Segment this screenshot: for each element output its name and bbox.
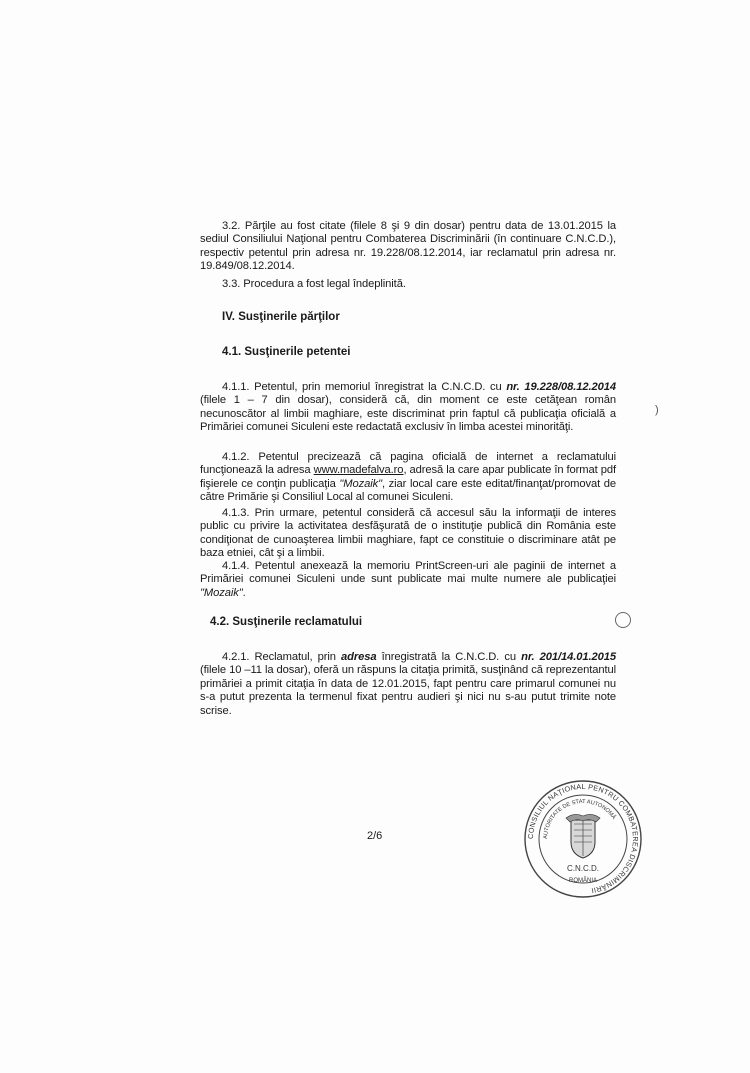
p421-part-c: înregistrată la C.N.C.D. cu — [376, 651, 522, 663]
heading-section-4-1: 4.1. Susţinerile petentei — [222, 346, 351, 358]
stamp-inner-text: AUTORITATE DE STAT AUTONOMĂ — [542, 798, 617, 840]
paragraph-4-1-3 — [200, 507, 616, 561]
website-link[interactable]: www.madefalva.ro — [313, 464, 404, 477]
paragraph-4-1-2 — [200, 451, 616, 505]
stamp-abbreviation: C.N.C.D. — [567, 864, 599, 873]
paragraph-3-3 — [222, 278, 638, 291]
paragraph-4-1-3-text: 4.1.3. Prin urmare, petentul consideră că accesul său la informaţii de interes public cu privire la activitatea desfăşurată de o instituţie publică din România este condiţionat de cunoaşterea limbii maghiare, fapt ce constituie o discriminare atât pe baza etniei, cât şi a limbii. — [200, 507, 616, 560]
paragraph-3-2 — [200, 220, 616, 274]
p414-part-c: . — [242, 586, 246, 599]
heading-section-4-2: 4.2. Susţinerile reclamatului — [210, 616, 363, 628]
paragraph-3-2-text: 3.2. Părţile au fost citate (filele 8 şi 9 din dosar) pentru data de 13.01.2015 la sediul Consiliului Naţional pentru Combaterea Discriminării (în continuare C.N.C.D.), respectiv petentul prin adresa nr. 19.228/08.12.2014, iar reclamatul prin adresa nr. 19.849/08.12.2014. — [200, 220, 616, 273]
p412-part-b: , adresă la care apar publicate în format pdf fişierele ce conţin publicaţia — [200, 464, 616, 490]
paragraph-4-1-1 — [200, 381, 616, 435]
margin-mark: ) — [655, 404, 659, 416]
romanian-coat-of-arms-seal-icon — [522, 778, 644, 900]
paragraph-4-2-1 — [200, 651, 616, 718]
p411-part-c: (filele 1 – 7 din dosar), consideră că, din moment ce este cetăţean român necunoscător al limbii maghiare, este discriminat prin faptul că publicaţia oficială a Primăriei comunei Siculeni este redactată exclusiv în limba acestei minorităţi. — [200, 394, 616, 434]
cncd-official-stamp — [522, 778, 644, 900]
paragraph-3-3-text: 3.3. Procedura a fost legal îndeplinită. — [222, 278, 406, 290]
page-number: 2/6 — [367, 830, 383, 842]
stamp-country: ROMÂNIA — [568, 878, 598, 884]
p411-part-a: 4.1.1. Petentul, prin memoriul înregistrat la C.N.C.D. cu — [222, 381, 507, 393]
heading-section-iv: IV. Susţinerile părţilor — [222, 311, 340, 323]
p412-part-d: , ziar local care este editat/finanţat/promovat de către Primărie şi Consiliul Local al comunei Siculeni. — [200, 477, 616, 504]
margin-circle-mark — [615, 612, 631, 628]
p421-adresa: adresa — [341, 651, 377, 663]
p421-part-a: 4.2.1. Reclamatul, prin — [222, 651, 342, 663]
p411-doc-number: nr. 19.228/08.12.2014 — [506, 381, 616, 393]
paragraph-4-1-4 — [200, 560, 616, 600]
p414-part-a: 4.1.4. Petentul anexează la memoriu PrintScreen-uri ale paginii de internet a Primăriei comunei Siculeni unde sunt publicate mai multe numere ale publicaţiei — [200, 560, 616, 586]
p414-publication-name: "Mozaik" — [200, 586, 243, 599]
stamp-outer-text: CONSILIUL NAŢIONAL PENTRU COMBATEREA DISCRIMINĂRII — [525, 781, 641, 896]
p412-part-a: 4.1.2. Petentul precizează că pagina oficială de internet a reclamatului funcţionează la adresa — [200, 451, 616, 477]
p421-doc-number: nr. 201/14.01.2015 — [521, 651, 616, 663]
p421-part-e: (filele 10 –11 la dosar), oferă un răspuns la citaţia primită, susţinând că reprezentantul primăriei a primit citaţia în data de 12.01.2015, fapt pentru care primarul comunei nu s-a putut prezenta la termenul fixat pentru audieri şi nici nu s-au putut trimite note scrise. — [200, 664, 616, 717]
p412-publication-name: "Mozaik" — [339, 477, 383, 490]
